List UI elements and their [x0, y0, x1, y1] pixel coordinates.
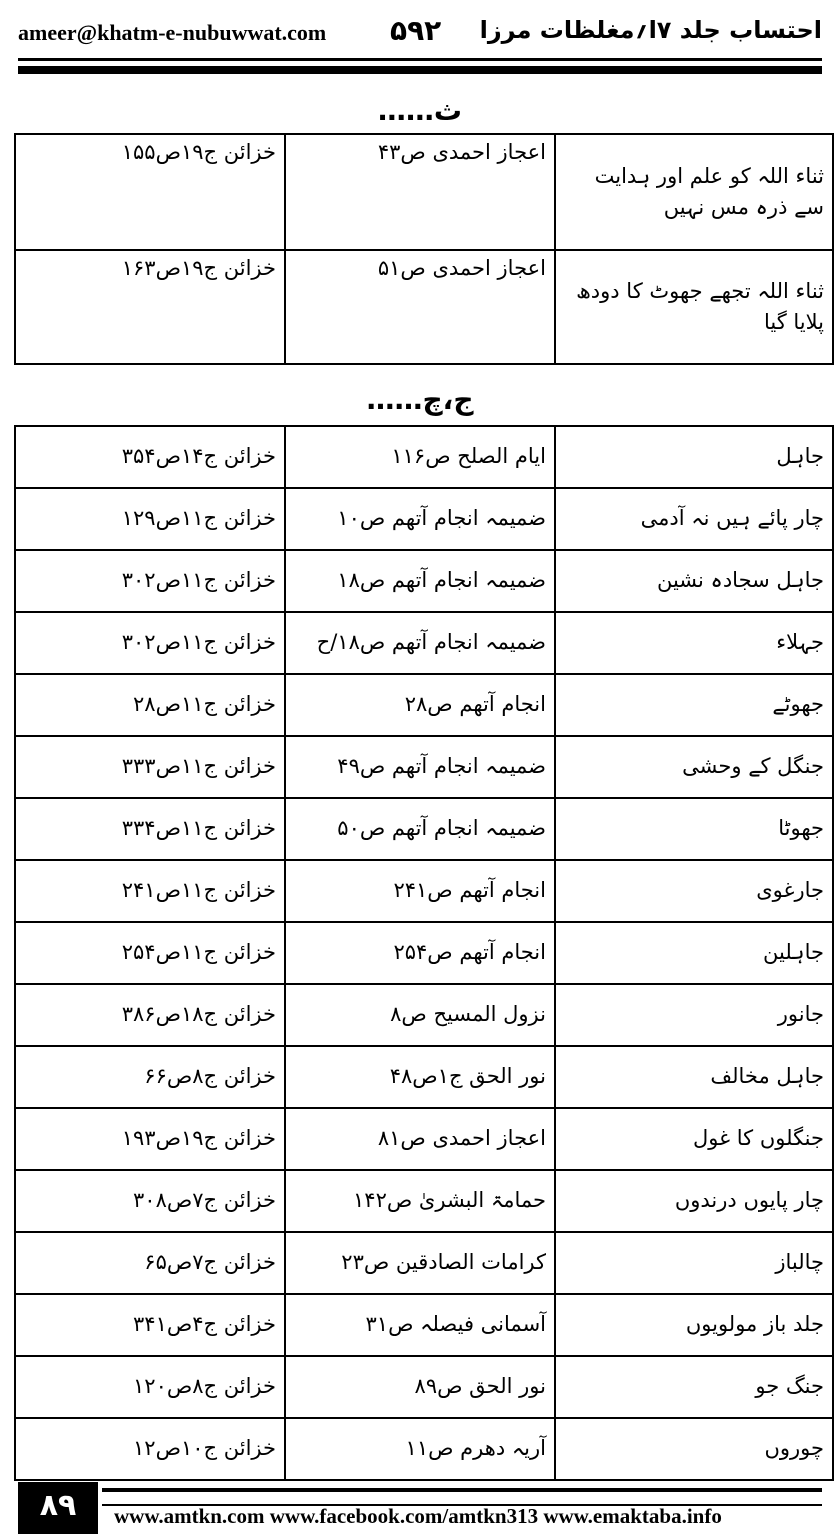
word-cell: جانور: [555, 984, 833, 1046]
table-row: [15, 1108, 833, 1170]
table-row: [15, 674, 833, 736]
word-cell: چوروں: [555, 1418, 833, 1480]
source-cell: انجام آتھم ص۲۵۴: [285, 922, 555, 984]
source-cell: نور الحق ج۱ص۴۸: [285, 1046, 555, 1108]
word-cell: جھوٹے: [555, 674, 833, 736]
table-row: [15, 860, 833, 922]
source-cell: نزول المسیح ص۸: [285, 984, 555, 1046]
word-cell: چار پائے ہیں نہ آدمی: [555, 488, 833, 550]
section-heading-tha: ث……: [377, 94, 463, 127]
page-header: [18, 14, 822, 54]
source-cell: ضمیمہ انجام آتھم ص۵۰: [285, 798, 555, 860]
word-cell: جنگ جو: [555, 1356, 833, 1418]
ref-cell: خزائن ج۱۹ص۱۹۳: [15, 1108, 285, 1170]
table-row: [15, 922, 833, 984]
source-cell: ضمیمہ انجام آتھم ص۱۰: [285, 488, 555, 550]
word-cell: جاہل مخالف: [555, 1046, 833, 1108]
header-title: احتساب جلد ۷ا؍مغلظات مرزا: [479, 16, 822, 44]
ref-cell: خزائن ج۸ص۶۶: [15, 1046, 285, 1108]
word-cell: جاہلین: [555, 922, 833, 984]
ref-cell: خزائن ج۱۹ص۱۶۳: [15, 250, 285, 364]
word-cell: جارغوی: [555, 860, 833, 922]
word-cell: ثناء اللہ تجھے جھوٹ کا دودھ پلایا گیا: [555, 250, 833, 364]
table-row: [15, 984, 833, 1046]
ref-cell: خزائن ج۱۹ص۱۵۵: [15, 134, 285, 250]
source-cell: اعجاز احمدی ص۴۳: [285, 134, 555, 250]
ref-cell: خزائن ج۱۱ص۲۴۱: [15, 860, 285, 922]
ref-cell: خزائن ج۱۱ص۳۰۲: [15, 612, 285, 674]
word-cell: چالباز: [555, 1232, 833, 1294]
source-cell: ضمیمہ انجام آتھم ص۴۹: [285, 736, 555, 798]
ref-cell: خزائن ج۱۱ص۲۵۴: [15, 922, 285, 984]
ref-cell: خزائن ج۱۱ص۱۲۹: [15, 488, 285, 550]
table-jeem: [14, 425, 834, 1481]
table-row: [15, 1170, 833, 1232]
ref-cell: خزائن ج۱۴ص۳۵۴: [15, 426, 285, 488]
source-cell: اعجاز احمدی ص۸۱: [285, 1108, 555, 1170]
ref-cell: خزائن ج۷ص۶۵: [15, 1232, 285, 1294]
page-footer: [18, 1482, 822, 1534]
footer-page-number: ۸۹: [18, 1482, 98, 1534]
source-cell: انجام آتھم ص۲۴۱: [285, 860, 555, 922]
source-cell: ضمیمہ انجام آتھم ص۱۸: [285, 550, 555, 612]
source-cell: ایام الصلح ص۱۱۶: [285, 426, 555, 488]
source-cell: نور الحق ص۸۹: [285, 1356, 555, 1418]
ref-cell: خزائن ج۷ص۳۰۸: [15, 1170, 285, 1232]
table-row: [15, 798, 833, 860]
word-cell: جاہل: [555, 426, 833, 488]
table-row: [15, 1418, 833, 1480]
ref-cell: خزائن ج۱۱ص۲۸: [15, 674, 285, 736]
word-cell: جلد باز مولویوں: [555, 1294, 833, 1356]
word-cell: جاہل سجادہ نشین: [555, 550, 833, 612]
ref-cell: خزائن ج۱۰ص۱۲: [15, 1418, 285, 1480]
ref-cell: خزائن ج۱۱ص۳۳۳: [15, 736, 285, 798]
source-cell: اعجاز احمدی ص۵۱: [285, 250, 555, 364]
ref-cell: خزائن ج۱۸ص۳۸۶: [15, 984, 285, 1046]
header-page-number: ۵۹۲: [390, 14, 442, 47]
ref-cell: خزائن ج۴ص۳۴۱: [15, 1294, 285, 1356]
table-row: [15, 250, 833, 364]
table-row: [15, 612, 833, 674]
ref-cell: خزائن ج۸ص۱۲۰: [15, 1356, 285, 1418]
table-row: [15, 550, 833, 612]
source-cell: آسمانی فیصلہ ص۳۱: [285, 1294, 555, 1356]
table-row: [15, 426, 833, 488]
source-cell: انجام آتھم ص۲۸: [285, 674, 555, 736]
table-tha: [14, 133, 834, 365]
table-row: [15, 1046, 833, 1108]
source-cell: آریہ دھرم ص۱۱: [285, 1418, 555, 1480]
word-cell: جھوٹا: [555, 798, 833, 860]
table-row: [15, 1294, 833, 1356]
word-cell: ثناء اللہ کو علم اور ہدایت سے ذرہ مس نہیں: [555, 134, 833, 250]
source-cell: ضمیمہ انجام آتھم ص۱۸/ح: [285, 612, 555, 674]
word-cell: جنگلوں کا غول: [555, 1108, 833, 1170]
table-row: [15, 488, 833, 550]
header-rule-thin: [18, 58, 822, 61]
table-row: [15, 736, 833, 798]
header-email: ameer@khatm-e-nubuwwat.com: [18, 20, 327, 45]
table-row: [15, 134, 833, 250]
source-cell: حمامۃ البشریٰ ص۱۴۲: [285, 1170, 555, 1232]
word-cell: جہلاء: [555, 612, 833, 674]
ref-cell: خزائن ج۱۱ص۳۰۲: [15, 550, 285, 612]
section-heading-jeem: ج،چ……: [366, 383, 474, 416]
word-cell: جنگل کے وحشی: [555, 736, 833, 798]
source-cell: کرامات الصادقین ص۲۳: [285, 1232, 555, 1294]
header-rule-thick: [18, 66, 822, 74]
table-row: [15, 1356, 833, 1418]
word-cell: چار پایوں درندوں: [555, 1170, 833, 1232]
table-row: [15, 1232, 833, 1294]
ref-cell: خزائن ج۱۱ص۳۳۴: [15, 798, 285, 860]
footer-urls: www.amtkn.com www.facebook.com/amtkn313 www.emaktaba.info: [114, 1504, 722, 1528]
